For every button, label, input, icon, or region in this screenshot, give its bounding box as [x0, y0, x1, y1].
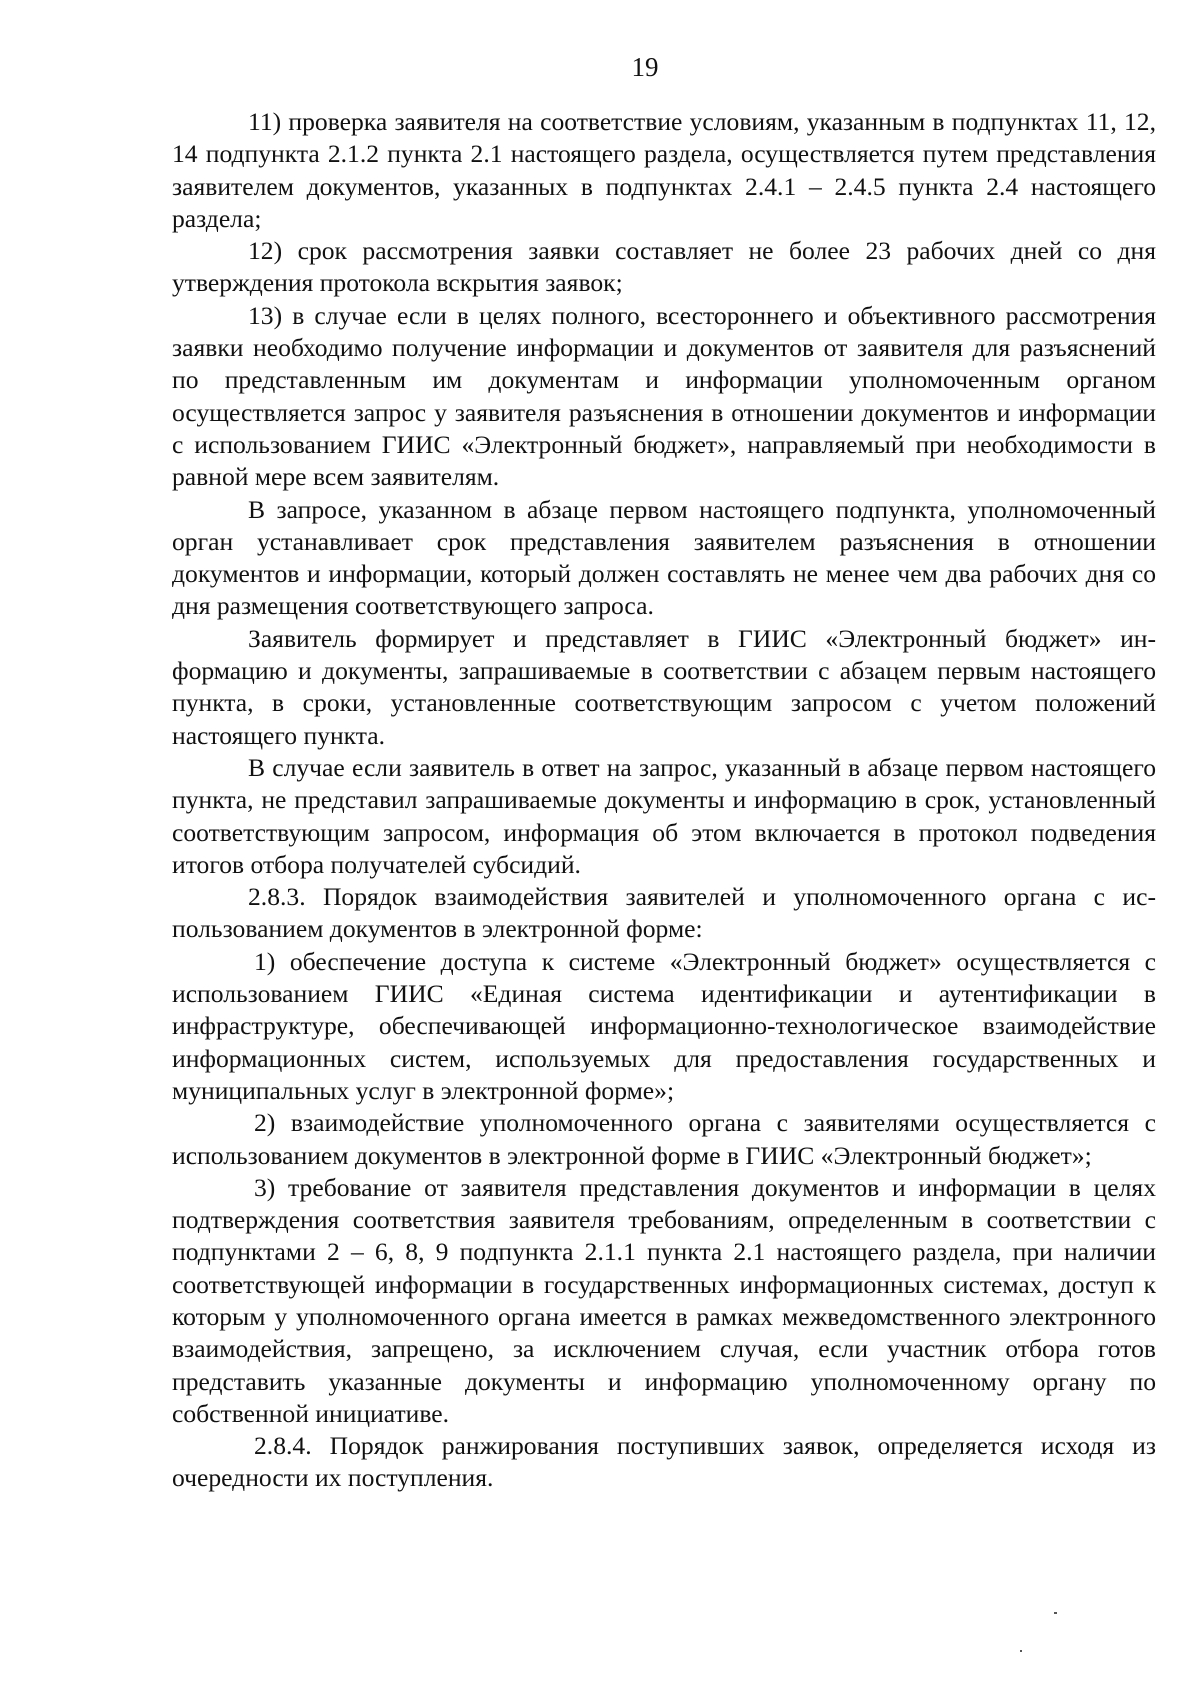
paragraph-request-terms: В запросе, указанном в абзаце первом настоящего подпункта, уполномоченный орган устанавливает срок представления заявителем разъяснения в отношении документов и информации, который должен составлять не менее чем два рабочих дня со дня размещения соответствующего запроса.	[172, 494, 1156, 621]
scan-speck	[1020, 1650, 1022, 1652]
paragraph-item-3: 3) требование от заявителя представления документов и информации в целях подтверждения соответствия заявителя требованиям, определенным в соответствии с подпунктами 2 – 6, 8, 9 подпункта 2.1.1 пункта 2.1 настоящего раздела, при наличии соответствующей информации в государственных информационных системах, доступ к которым у уполномоченного органа имеется в рамках межведомственного электронного взаимодействия, запрещено, за исключением случая, если участник отбора готов представить указанные документы и информацию уполномоченному органу по собственной инициативе.	[172, 1172, 1156, 1428]
paragraph-applicant-submits: Заявитель формирует и представляет в ГИИС «Электронный бюджет» информацию и документы, запрашиваемые в соответствии с абзацем первым настоящего пункта, в сроки, установленные соответствующим запросом с учетом положений настоящего пункта.	[172, 623, 1156, 750]
page-number: 19	[631, 52, 659, 82]
paragraph-section-2-8-4: 2.8.4. Порядок ранжирования поступивших заявок, определяется исходя из очередности их поступления.	[172, 1431, 1156, 1493]
paragraph-item-11: 11) проверка заявителя на соответствие условиям, указанным в подпунктах 11, 12, 14 подпункта 2.1.2 пункта 2.1 настоящего раздела, осуществляется путем представления заявителем документов, указанных в подпунктах 2.4.1 – 2.4.5 пункта 2.4 настоящего раздела;	[172, 107, 1156, 233]
scan-speck	[1054, 1612, 1057, 1614]
paragraph-section-2-8-3: 2.8.3. Порядок взаимодействия заявителей и уполномоченного органа с использованием документов в электронной форме:	[172, 882, 1156, 944]
paragraph-item-1: 1) обеспечение доступа к системе «Электронный бюджет» осуществляется с использованием ГИИС «Единая система идентификации и аутентификации в инфраструктуре, обеспечивающей информационно-технологическое взаимодействие информационных систем, используемых для предоставления государственных и муниципальных услуг в электронной форме»;	[172, 946, 1156, 1105]
paragraph-item-13: 13) в случае если в целях полного, всестороннего и объективного рассмотрения заявки необходимо получение информации и документов от заявителя для разъяснений по представленным им документам и информации уполномоченным органом осуществляется запрос у заявителя разъяснения в отношении документов и информации с использованием ГИИС «Электронный бюджет», направляемый при необходимости в равной мере всем заявителям.	[172, 300, 1156, 492]
paragraph-item-12: 12) срок рассмотрения заявки составляет не более 23 рабочих дней со дня утверждения протокола вскрытия заявок;	[172, 236, 1156, 298]
paragraph-item-2: 2) взаимодействие уполномоченного органа с заявителями осуществляется с использованием документов в электронной форме в ГИИС «Электронный бюджет»;	[172, 1108, 1156, 1170]
paragraph-non-submission: В случае если заявитель в ответ на запрос, указанный в абзаце первом настоящего пункта, не представил запрашиваемые документы и информацию в срок, установленный соответствующим запросом, информация об этом включается в протокол подведения итогов отбора получателей субсидий.	[172, 752, 1156, 879]
document-body	[172, 106, 1156, 1495]
